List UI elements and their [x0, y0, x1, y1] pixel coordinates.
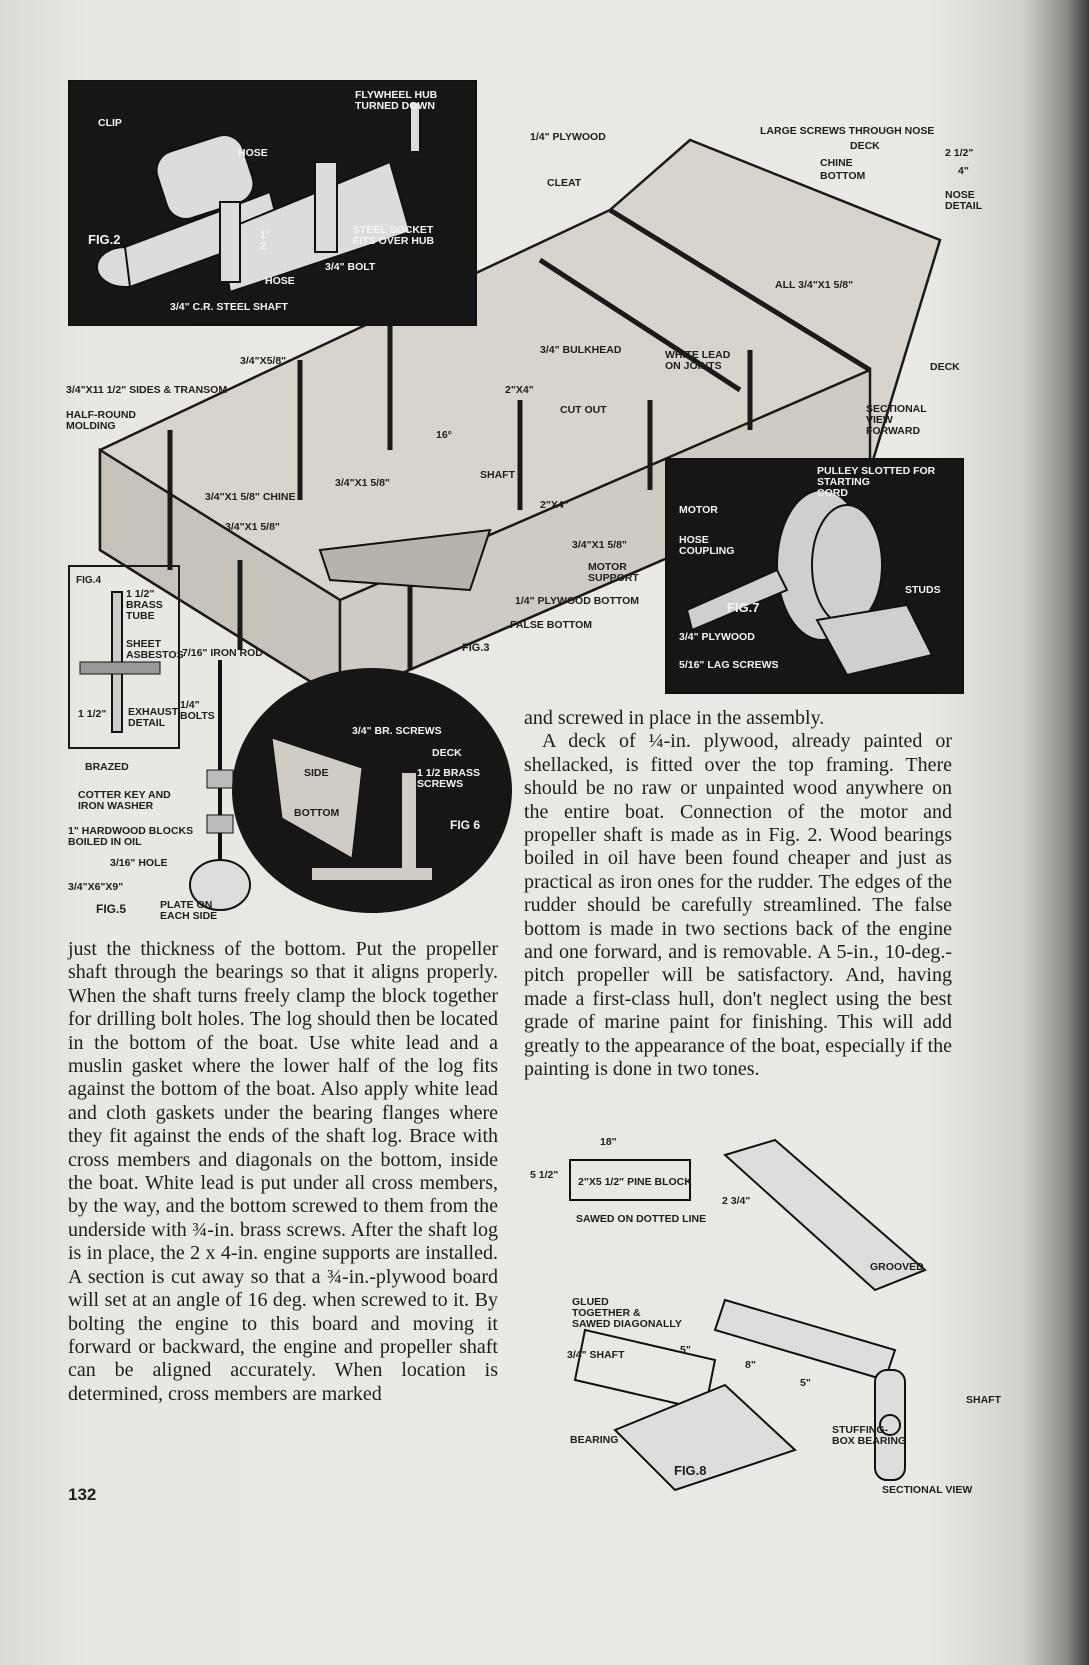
- label-sides-transom: 3/4"X11 1/2" SIDES & TRANSOM: [66, 384, 228, 396]
- label-grooved: GROOVED: [870, 1261, 924, 1273]
- label-exhaust-detail: EXHAUST DETAIL: [128, 706, 179, 729]
- label-bottom-fig6: BOTTOM: [294, 807, 340, 819]
- label-bolts: 1/4" BOLTS: [180, 699, 215, 722]
- label-sheet-asbestos: SHEET ASBESTOS: [126, 638, 184, 661]
- figure-7-panel: [665, 458, 964, 694]
- label-bulkhead: 3/4" BULKHEAD: [540, 344, 622, 356]
- label-brass-tube: 1 1/2" BRASS TUBE: [126, 588, 163, 622]
- label-cut-out: CUT OUT: [560, 404, 607, 416]
- label-lag-screws: 5/16" LAG SCREWS: [679, 659, 779, 671]
- page-number: 132: [68, 1485, 97, 1504]
- label-pine-block: 2"X5 1/2" PINE BLOCK: [578, 1176, 692, 1188]
- label-brazed: BRAZED: [85, 761, 129, 773]
- label-2x4-b: 2"X4": [540, 499, 569, 511]
- label-dim-3: 3/4"X1 5/8": [335, 477, 390, 489]
- label-shaft-size: 3/4" SHAFT: [567, 1349, 625, 1361]
- figure-6-circle: [232, 668, 512, 913]
- label-half-round-molding: HALF-ROUND MOLDING: [66, 409, 136, 432]
- label-bolt: 3/4" BOLT: [325, 261, 376, 273]
- figure-8-caption: FIG.8: [674, 1463, 707, 1478]
- article-paragraph: and screwed in place in the assembly.: [524, 707, 825, 729]
- label-large-screws: LARGE SCREWS THROUGH NOSE: [760, 125, 935, 137]
- figure-5-caption: FIG.5: [96, 902, 127, 916]
- label-2-5: 2 1/2": [945, 147, 974, 159]
- label-pulley: PULLEY SLOTTED FOR STARTING CORD: [817, 465, 936, 499]
- label-bearing: BEARING: [570, 1434, 619, 1446]
- shaft-log-drawing: [525, 1130, 965, 1540]
- label-hardwood-blocks: 1" HARDWOOD BLOCKS BOILED IN OIL: [68, 825, 194, 848]
- figure-7-caption: FIG.7: [727, 600, 760, 615]
- article-left-column: [68, 938, 498, 1406]
- label-cotter-key: COTTER KEY AND IRON WASHER: [78, 789, 171, 812]
- label-deck-nose: DECK: [850, 140, 880, 152]
- label-deck-fig6: DECK: [432, 747, 462, 759]
- label-2x4-a: 2"X4": [505, 384, 534, 396]
- label-plywood-bottom: 1/4" PLYWOOD BOTTOM: [515, 595, 639, 607]
- label-flywheel-hub: FLYWHEEL HUB TURNED DOWN: [355, 89, 438, 112]
- label-motor-support: MOTOR SUPPORT: [588, 561, 639, 584]
- label-steel-shaft: 3/4" C.R. STEEL SHAFT: [170, 301, 288, 313]
- label-chine-dim: 3/4"X1 5/8" CHINE: [205, 491, 296, 503]
- label-sectional-view-forward: SECTIONAL VIEW FORWARD: [866, 403, 927, 437]
- label-hose-2: HOSE: [265, 275, 295, 287]
- article-right-column: [524, 707, 952, 1082]
- label-shaft-section: SHAFT: [966, 1394, 1001, 1406]
- label-dim-2: 3/4"X1 5/8": [225, 521, 280, 533]
- label-bottom-nose: BOTTOM: [820, 170, 866, 182]
- label-studs: STUDS: [905, 584, 941, 596]
- deck-joint-drawing: [232, 668, 512, 913]
- label-18: 18": [600, 1136, 617, 1148]
- label-clip: CLIP: [98, 117, 122, 129]
- label-br-screws: 3/4" BR. SCREWS: [352, 725, 442, 737]
- label-cleat: CLEAT: [547, 177, 582, 189]
- label-chine: CHINE: [820, 157, 853, 169]
- article-paragraph: just the thickness of the bottom. Put the propeller shaft through the bearings so that it aligns properly. When the shaft turns freely clamp the block together for drilling bolt holes. The log should then be located in the bottom of the boat. Use white lead and a muslin gasket where the lower half of the log fits against the bottom of the boat. Also apply white lead and cloth gaskets under the bearing flanges where they fit against the ends of the shaft log. Brace with cross members and diagonals on the bottom, inside the boat. White lead is put under all cross members, by the way, and the bottom screwed to them from the underside with ¾-in. brass screws. After the shaft log is in place, the 2 x 4-in. engine supports are installed. A section is cut away so that a ¾-in.-plywood board will set at an angle of 16 deg. when screwed to it. By bolting the engine to this board and moving it forward or backward, the engine and propeller shaft can be aligned accurately. When location is determined, cross members are marked: [68, 938, 498, 1405]
- label-steel-socket: STEEL SOCKET FITS OVER HUB: [353, 224, 435, 247]
- figure-2-caption: FIG.2: [88, 232, 121, 247]
- figure-4-panel: [68, 565, 184, 749]
- label-deck-section: DECK: [930, 361, 960, 373]
- label-8: 8": [745, 1359, 756, 1371]
- label-glued-together: GLUED TOGETHER & SAWED DIAGONALLY: [572, 1296, 682, 1330]
- shaft-coupling-drawing: [70, 82, 475, 324]
- label-plywood-motor: 3/4" PLYWOOD: [679, 631, 755, 643]
- label-hose: HOSE: [238, 147, 268, 159]
- label-4: 4": [958, 165, 969, 177]
- label-sectional-view: SECTIONAL VIEW: [882, 1484, 973, 1496]
- label-sawed-dotted-line: SAWED ON DOTTED LINE: [576, 1213, 707, 1225]
- label-side: SIDE: [304, 767, 329, 779]
- label-shaft: SHAFT: [480, 469, 515, 481]
- label-false-bottom: FALSE BOTTOM: [510, 619, 593, 631]
- label-stuffing-box: STUFFING- BOX BEARING: [832, 1424, 907, 1447]
- label-plate-on-each-side: PLATE ON EACH SIDE: [160, 899, 218, 922]
- label-white-lead: WHITE LEAD ON JOINTS: [665, 349, 731, 372]
- figure-2-panel: [68, 80, 477, 326]
- label-half-inch: 1" 2: [260, 229, 271, 252]
- label-all-dims: ALL 3/4"X1 5/8": [775, 279, 854, 291]
- label-nose-detail: NOSE DETAIL: [945, 189, 983, 212]
- label-dim-4: 3/4"X1 5/8": [572, 539, 627, 551]
- label-5-5: 5 1/2": [530, 1169, 559, 1181]
- label-2-75: 2 3/4": [722, 1195, 751, 1207]
- label-3-4x5-8: 3/4"X5/8": [240, 355, 287, 367]
- figure-6-caption: FIG 6: [450, 818, 481, 832]
- label-brass-screws: 1 1/2 BRASS SCREWS: [417, 767, 481, 790]
- label-motor: MOTOR: [679, 504, 718, 516]
- figure-4-caption: FIG.4: [76, 575, 102, 586]
- article-paragraph: A deck of ¼-in. plywood, already painted or shellacked, is fitted over the top framing. There should be no raw or unpainted wood anywhere on the entire boat. Connection of the motor and propeller shaft is made as in Fig. 2. Wood bearings boiled in oil have been found cheaper and just as practical as iron ones for the rudder. The edges of the rudder should be carefully streamlined. The false bottom is made in two sections back of the engine and one forward, and is removable. A 5-in., 10-deg.-pitch propeller will be satisfactory. And, having made a first-class hull, don't neglect using the best grade of marine paint for finishing. This will add greatly to the appearance of the boat, especially if the painting is done in two tones.: [524, 730, 952, 1081]
- label-1-5: 1 1/2": [78, 708, 107, 720]
- label-hose-coupling: HOSE COUPLING: [679, 534, 735, 557]
- label-hole: 3/16" HOLE: [110, 857, 168, 869]
- label-plywood: 1/4" PLYWOOD: [530, 131, 606, 143]
- label-5-a: 5": [680, 1344, 691, 1356]
- label-rudder-size: 3/4"X6"X9": [68, 881, 124, 893]
- label-5-b: 5": [800, 1377, 811, 1389]
- label-iron-rod: 7/16" IRON ROD: [182, 647, 263, 659]
- figure-3-caption: FIG.3: [462, 642, 490, 654]
- label-16-deg: 16°: [436, 429, 452, 441]
